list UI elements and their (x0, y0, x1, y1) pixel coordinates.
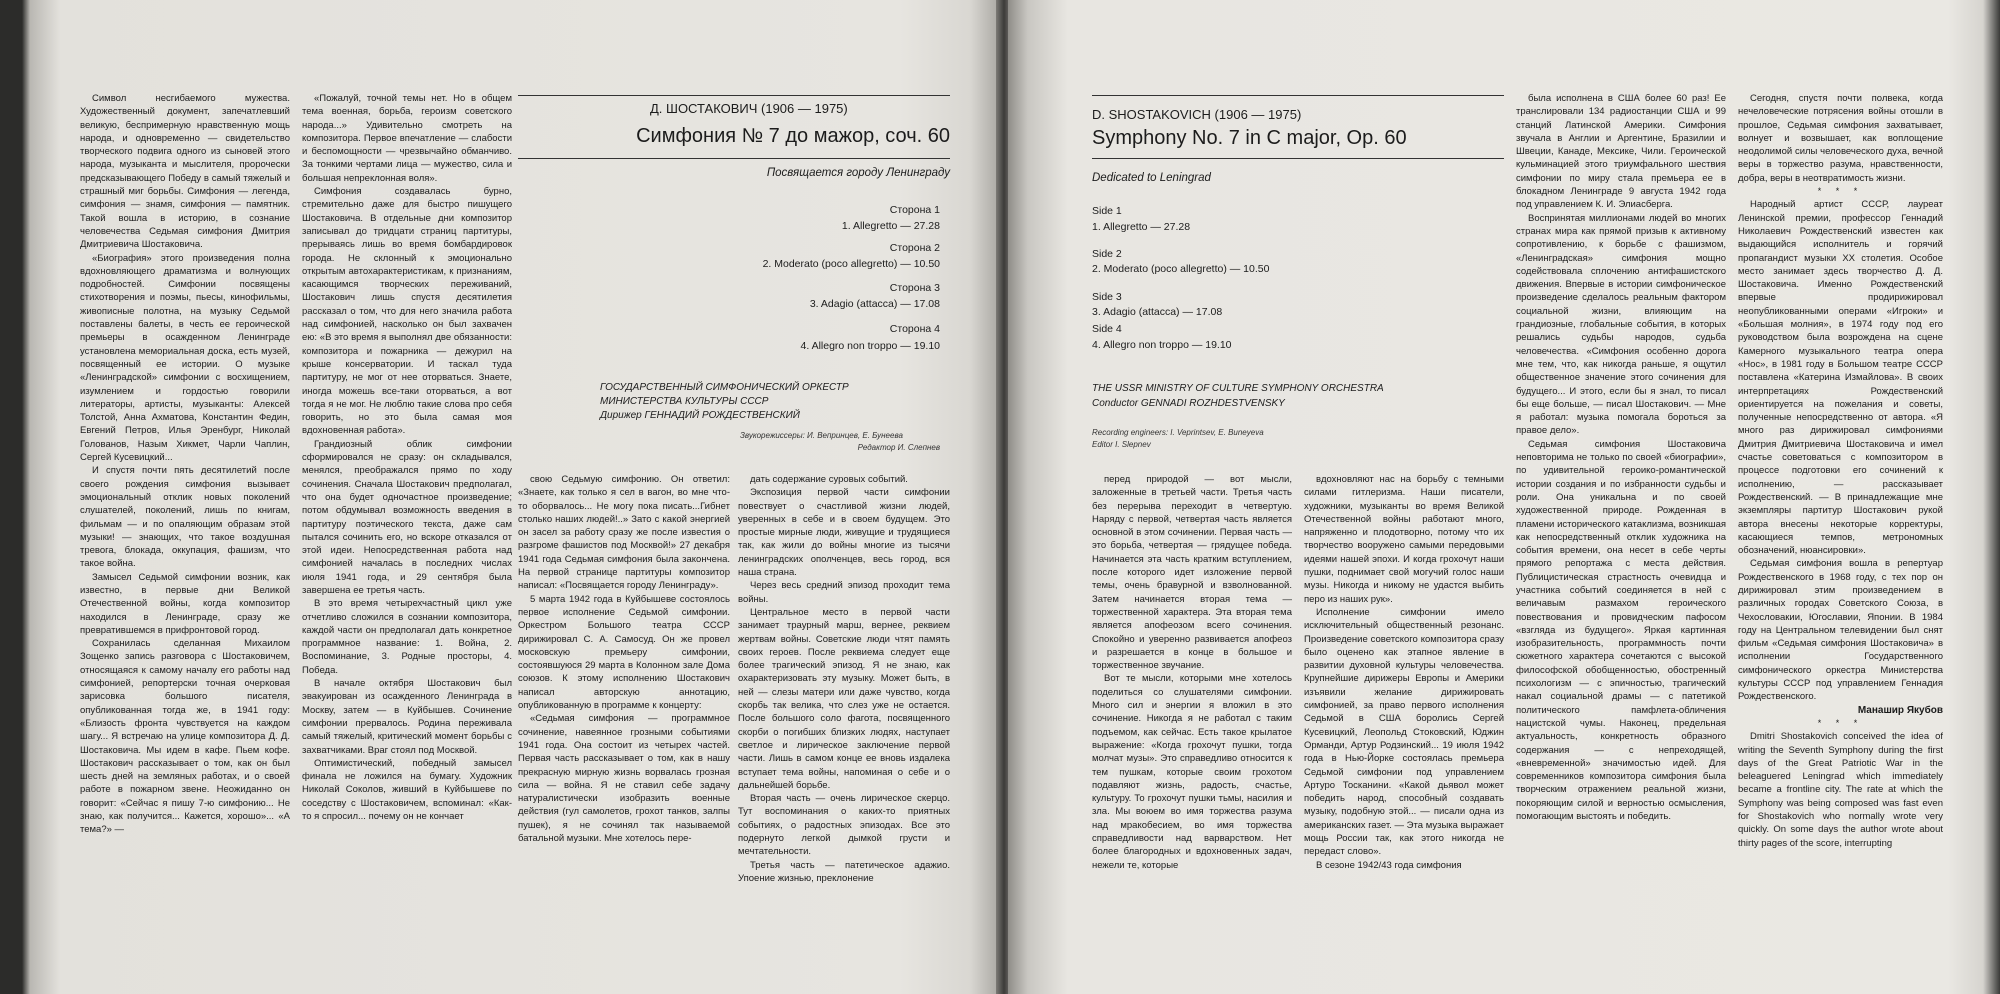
paragraph: Вторая часть — очень лирическое скерцо. Тут воспоминания о каких-то приятных событиях, о радостных эпизодах. Все это подернуто легкой дымкой грусти и мечтательности. (738, 793, 950, 858)
paragraph: дать содержание суровых событий. (750, 474, 908, 485)
side-label: Side 3 (1092, 291, 1122, 303)
paragraph: была исполнена в США более 60 раз! Ее транслировали 134 радиостанции США и 99 станций Латинской Америки. Симфония звучала в Англии и Аргентине, Бразилии и Швеции, Канаде, Мексике, Чили. Героической кульминацией этого триумфального шествия симфонии по миру стала премьера ее в блокадном Ленинграде 9 августа 1942 года под управлением К. И. Элиасберга. (1516, 93, 1726, 211)
left-column-1 (80, 92, 290, 982)
paragraph: Третья часть — патетическое адажио. Упоение жизнью, преклонение (738, 859, 950, 884)
paragraph: вдохновляют нас на борьбу с темными силами гитлеризма. Наши писатели, художники, музыканты во время Великой Отечественной войны работают много, напряженно и плодотворно, потому что их творчество вооружено самыми передовыми идеями нашей эпохи. И когда грохочут наши пушки, поднимает свой могучий голос наши музы. Никогда и никому не удастся выбить перо из наших рук». (1304, 474, 1504, 605)
track-item: 3. Adagio (attacca) — 17.08 (1092, 306, 1223, 318)
engineers-credit: Звукорежиссеры: И. Вепринцев, Е. Бунеева (740, 431, 903, 440)
header-rule-top (518, 95, 950, 96)
paragraph: Сегодня, спустя почти полвека, когда нечеловеческие потрясения войны отошли в прошлое, Седьмая симфония захватывает, волнует и возвышает, как воплощение неодолимой силы человеческого духа, вечной веры в торжество разума, нравственности, добра, веры в неотвратимость жизни. (1738, 93, 1943, 184)
right-page-english (1008, 0, 2000, 994)
paragraph: Dmitri Shostakovich conceived the idea of writing the Seventh Symphony during the first days of the Great Patriotic War in the beleaguered Leningrad which immediately became a frontline city. The rate at which the Symphony was being composed was fast even for Shostakovich who normally wrote very quickly. On some days the author wrote about thirty pages of the score, interrupting (1738, 731, 1943, 849)
dedication: Dedicated to Leningrad (1092, 172, 1211, 184)
paragraph: Вот те мысли, которыми мне хотелось поделиться со слушателями симфонии. Много сил и энергии я вложил в это сочинение. Никогда я не работал с таким подъемом, как сейчас. Есть такое крылатое выражение: «Когда грохочут пушки, тогда молчат музы». Это справедливо относится к тем пушкам, которые своим грохотом подавляют жизнь, радость, счастье, культуру. То грохочут пушки тьмы, насилия и зла. Мы воюем во имя торжества разума над мракобесием, во имя торжества справедливости над варварством. Нет более благородных и вдохновенных задач, нежели те, которые (1092, 673, 1292, 871)
author-heading: Д. ШОСТАКОВИЧ (1906 — 1975) (650, 101, 848, 116)
track-item: 2. Moderato (poco allegretto) — 10.50 (762, 258, 940, 270)
paragraph: Симфония создавалась бурно, стремительно даже для быстро пишущего Шостаковича. В отдельные дни композитор записывал до тридцати страниц партитуры, прерываясь лишь во время бомбардировок города. Не склонный к эмоционально открытым автохарактеристикам, к признаниям, касающимся творческих переживаний, Шостакович лишь спустя десятилетия рассказал о том, что для него значила работа над симфонией, насколько он был захвачен ею: «В это время я выполнял две обязанности: композитора и пожарника — дежурил на крыше консерватории. И таскал туда партитуру, не мог от нее оторваться. Знаете, иногда можешь все-таки оторваться, а вот тогда я не мог. Не люблю такие слова про себя говорить, но это была самая моя вдохновенная работа». (302, 186, 512, 437)
side-label: Сторона 2 (889, 242, 940, 254)
paragraph: «Седьмая симфония — программное сочинение, навеянное грозными событиями 1941 года. Она состоит из четырех частей. Первая часть рассказывает о том, как в нашу прекрасную мирную жизнь ворвалась грозная сила — война. Я не ставил себе задачу натуралистически изобразить военные действия (гул самолетов, грохот танков, залпы пушек), я не сочинял так называемой батальной музыки. Мне хотелось пере- (518, 713, 730, 845)
paragraph: В это время четырехчастный цикл уже отчетливо сложился в сознании композитора, каждой части он предполагал дать конкретное программное название: 1. Война, 2. Воспоминание, 3. Родные просторы, 4. Победа. (302, 598, 512, 676)
left-column-3 (518, 473, 730, 983)
engineers-credit: Recording engineers: I. Veprintsev, E. Buneyeva (1092, 428, 1264, 437)
orchestra-line-1: ГОСУДАРСТВЕННЫЙ СИМФОНИЧЕСКИЙ ОРКЕСТР (600, 382, 849, 393)
author-signature: Манашир Якубов (1857, 704, 1943, 716)
header-rule-top (1092, 95, 1504, 96)
paragraph: «Биография» этого произведения полна вдохновляющего драматизма и волнующих подробностей. Симфонии посвящены стихотворения и поэмы, пьесы, кинофильмы, живописные полотна, на музыку Седьмой поставлены балеты, в честь ее героической премьеры в осажденном Ленинграде установлена мемориальная доска, есть музей, посвященный ее истории. О музыке «Ленинградской» симфонии с восхищением, изумлением и гордостью говорили литераторы, артисты, музыканты: Алексей Толстой, Анна Ахматова, Константин Федин, Евгений Петров, Илья Эренбург, Николай Голованов, Назым Хикмет, Чарли Чаплин, Сергей Кусевицкий... (80, 252, 290, 464)
paragraph: Исполнение симфонии имело исключительный общественный резонанс. Произведение советского композитора сразу было оценено как этапное явление в развитии духовной культуры человечества. Крупнейшие дирижеры Европы и Америки изъявили желание дирижировать симфонией, за право первого исполнения Седьмой в США боролись Сергей Кусевицкий, Леопольд Стоковский, Юджин Орманди, Артур Родзинский... 19 июля 1942 года в Нью-Йорке состоялась премьера Седьмой симфонии под управлением Артуро Тосканини. «Какой дьявол может победить народ, способный создавать музыку, подобную этой... — писали одна из американских газет. — Эта музыка выражает мощь России так, как этого никогда не передаст слово». (1304, 606, 1504, 858)
paragraph: Воспринятая миллионами людей во многих странах мира как прямой призыв к активному сопротивлению, к борьбе с фашизмом, «Ленинградская» симфония мощно содействовала сплочению антифашистского движения. Впервые в истории симфоническое произведение сделалось реальным фактором социальной жизни, влияющим на грандиозные, глобальные события, в которых решались судьбы народов, судьба человечества. «Симфония особенно дорога мне тем, что, как никогда раньше, я ощутил общественное значение этого сочинения для будущего... И этого, если бы я знал, то писал бы еще больше, — писал Шостакович. — Мне я работал: музыка помогала бороться за правое дело». (1516, 212, 1726, 437)
track-item: 4. Allegro non troppo — 19.10 (1092, 339, 1232, 351)
editor-credit: Редактор И. Слепнев (857, 443, 940, 452)
paragraph: В сезоне 1942/43 года симфония (1316, 859, 1462, 871)
track-item: 3. Adagio (attacca) — 17.08 (809, 298, 940, 310)
paragraph: перед природой — вот мысли, заложенные в третьей части. Третья часть без перерыва переходит в четвертую. Наряду с первой, четвертая часть является основной в этом сочинении. Первая часть — это борьба, четвертая — грядущее победа. Начинается эта часть кратким вступлением, после которого идет изложение первой темы, очень бравурной и взволнованной. Затем начинается вторая тема — торжественной характера. Эта вторая тема является апофеозом всего сочинения. Спокойно и уверенно развивается апофеоз и разрешается в конце в большое и торжественное звучание. (1092, 474, 1292, 672)
conductor-credit: Conductor GENNADI ROZHDESTVENSKY (1092, 398, 1285, 409)
paragraph: Экспозиция первой части симфонии повествует о счастливой жизни людей, уверенных в себе и в своем будущем. Это простые мирные люди, живущие и трудящиеся так, как жили до войны многие из тысячи ленинградских ополченцев, весь город, вся наша страна. (738, 487, 950, 579)
author-heading: D. SHOSTAKOVICH (1906 — 1975) (1092, 107, 1302, 122)
symphony-title: Симфония № 7 до мажор, соч. 60 (636, 125, 950, 147)
right-column-3 (1516, 92, 1726, 982)
side-label: Сторона 3 (889, 282, 940, 294)
paragraph: Через весь средний эпизод проходит тема войны. (738, 580, 950, 605)
left-column-2 (302, 92, 512, 982)
side-label: Side 2 (1092, 248, 1122, 260)
orchestra-line-2: МИНИСТЕРСТВА КУЛЬТУРЫ СССР (600, 396, 769, 407)
paragraph: Центральное место в первой части занимает траурный марш, вернее, реквием жертвам войны. Советские люди чтят память своих героев. После реквиема следует еще более трагический эпизод. Я не знаю, как охарактеризовать эту музыку. Может быть, в ней — слезы матери или даже чувство, когда скорбь так велика, что слез уже не остается. После большого соло фагота, посвященного скорби о погибших близких людях, наступает светлое и лирическое заключение первой части. Лишь в самом конце ее вновь издалека вступает тема войны, напоминая о себе и о дальнейшей борьбе. (738, 606, 950, 791)
conductor-credit: Дирижер ГЕННАДИЙ РОЖДЕСТВЕНСКИЙ (600, 410, 800, 421)
side-label: Сторона 1 (889, 204, 940, 216)
left-column-4 (738, 473, 950, 983)
orchestra-credit: THE USSR MINISTRY OF CULTURE SYMPHONY ORCHESTRA (1092, 383, 1384, 394)
track-item: 1. Allegretto — 27.28 (841, 220, 940, 232)
header-rule-bottom (1092, 158, 1504, 159)
paragraph: И спустя почти пять десятилетий после своего рождения симфония вызывает эмоциональный отклик новых поколений слушателей, поколений, лишь по книгам, фильмам — и по опаляющим образам этой музыки! — знающих, что такое воздушная тревога, блокада, оккупация, фашизм, что такое война. (80, 465, 290, 570)
paragraph: Сохранилась сделанная Михаилом Зощенко запись разговора с Шостаковичем, относящаяся к самому началу его работы над симфонией, репортерски точная очерковая зарисовка большого писателя, опубликованная тогда же, в 1941 году: «Близость фронта чувствуется на каждом шагу... Я встречаю на улице композитора Д. Д. Шостаковича. Мы идем в кафе. Пьем кофе. Шостакович рассказывает о том, как он был шесть дней на земляных работах, и о своей работе в пожарном звене. Неожиданно он говорит: «Сейчас я пишу 7-ю симфонию... Не знаю, как получится... Кажется, хорошо»... «А тема?» — (80, 638, 290, 836)
side-label: Side 1 (1092, 205, 1122, 217)
paragraph: Народный артист СССР, лауреат Ленинской премии, профессор Геннадий Николаевич Рождественский известен как выдающийся исполнитель и горячий пропагандист музыки XX столетия. Особое место занимает здесь творчество Д. Д. Шостаковича. Именно Рождественский впервые продирижировал неопубликованными операми «Игроки» и «Большая молния», в 1974 году под его руководством была возрождена на сцене Камерного музыкального театра опера «Нос», в 1981 году в Большом театре СССР поставлена «Катерина Измайлова». В своих интерпретациях Рождественский ориентируется на пожелания и советы, полученные непосредственно от автора. «Я много раз дирижировал симфониями Дмитрия Дмитриевича Шостаковича и имел счастье советоваться с композитором в процессе подготовки его сочинений к исполнению, — рассказывает Рождественский. — В принадлежащие мне экземпляры партитур Шостакович рукой автора внесены некоторые корректуры, касающиеся темпов, метрономных обозначений, нюансировки». (1738, 199, 1943, 557)
paragraph: свою Седьмую симфонию. Он ответил: «Знаете, как только я сел в вагон, во мне что-то оборвалось... Не могу пока писать...Гибнет столько наших людей!..» Зато с какой энергией он засел за работу сразу же после известия о разгроме фашистов под Москвой!» 27 декабря 1941 года Седьмая симфония была закончена. На первой странице партитуры композитор написал: «Посвящается городу Ленинграду». (518, 474, 730, 592)
right-column-1 (1092, 473, 1292, 983)
paragraph: 5 марта 1942 года в Куйбышеве состоялось первое исполнение Седьмой симфонии. Оркестром Большого театра СССР дирижировал С. А. Самосуд. Он же провел московскую премьеру симфонии, состоявшуюся 29 марта в Колонном зале Дома союзов. К этому исполнению Шостакович написал авторскую аннотацию, опубликованную в программе к концерту: (518, 593, 730, 712)
dedication: Посвящается городу Ленинграду (766, 167, 950, 179)
header-rule-bottom (518, 158, 950, 159)
paragraph: Оптимистический, победный замысел финала не ложился на бумагу. Художник Николай Соколов, живший в Куйбышеве по соседству с Шостаковичем, вспоминал: «Как-то я спросил... почему он не кончает (302, 757, 512, 823)
track-item: 1. Allegretto — 27.28 (1092, 221, 1191, 233)
track-item: 2. Moderato (poco allegretto) — 10.50 (1092, 263, 1270, 275)
editor-credit: Editor I. Slepnev (1092, 440, 1151, 449)
right-column-2 (1304, 473, 1504, 983)
right-column-4 (1738, 92, 1943, 982)
paragraph: В начале октября Шостакович был эвакуирован из осажденного Ленинграда в Москву, затем — в Куйбышев. Сочинение симфонии прервалось. Родина переживала самый тяжелый, критический момент борьбы с захватчиками. Враг стоял под Москвой. (302, 678, 512, 756)
paragraph: Седьмая симфония Шостаковича неповторима не только по своей «биографии», по удивительной героико-романтической истории создания и по избранности судьбы и роли. Она уникальна и по своей художественной природе. Рожденная в пламени исторического катаклизма, возникшая как непосредственный отклик художника на события времени, она несет в себе черты прямого репортажа с места действия. Публицистическая страстность очевидца и участника событий соединяется в ней с величавым размахом героического повествования и провидческим пафосом «взгляда из будущего». Яркая картинная изобразительность, программность почти сюжетного характера сочетаются с высокой философской обобщенностью, обостренный психологизм — с эпичностью, трагический накал социальной драмы — с патетикой политического памфлета-обличения нацистской чумы. Наконец, предельная актуальность, конкретность образного содержания — с непреходящей, «вневременной» значимостью идей. Для современников композитора симфония была творческим отражением реальной жизни, покоряющим силой и верностью осмысления, помогающим выстоять и победить. (1516, 438, 1726, 823)
paragraph: Символ несгибаемого мужества. Художественный документ, запечатлевший великую, беспримерную нравственную мощь народа, и одновременно — свидетельство творческого подвига одного из сыновей этого народа, музыканта и мыслителя, пророчески предсказывающего Победу в самый тяжелый и страшный миг борьбы. Симфония — легенда, симфония — знамя, симфония — памятник. Такой вошла в историю, в сознание человечества Седьмая симфония Дмитрия Дмитриевича Шостаковича. (80, 93, 290, 251)
section-divider-stars: * * * (1817, 717, 1864, 728)
section-divider-stars: * * * (1817, 186, 1864, 197)
paragraph: Замысел Седьмой симфонии возник, как известно, в первые дни Великой Отечественной войны, когда композитор находился в Ленинграде, сразу же превратившемся в прифронтовой город. (80, 571, 290, 636)
paragraph: «Пожалуй, точной темы нет. Но в общем тема военная, борьба, героизм советского народа...» Удивительно смотреть на композитора. Первое впечатление — слабости и беспомощности — чрезвычайно обманчиво. За тонкими чертами лица — мужество, сила и большая непреклонная воля». (302, 93, 512, 184)
side-label: Side 4 (1092, 323, 1122, 335)
paragraph: Грандиозный облик симфонии сформировался не сразу: он складывался, менялся, преображался прямо по ходу сочинения. Сначала Шостакович предполагал, что она будет одночастное произведение; потом обдумывал возможность введения в партитуру поэтического текста, даже сам пытался сочинить его, но вскоре отказался от этой идеи. Непосредственная работа над симфонией началась в последних числах июля 1941 года, и 29 сентября была завершена ее третья часть. (302, 438, 512, 596)
paragraph: Седьмая симфония вошла в репертуар Рождественского в 1968 году, с тех пор он дирижировал этим произведением в различных городах Советского Союза, в Чехословакии, Югославии, Японии. В 1984 году на Центральном телевидении был снят фильм «Седьмая симфония Шостаковича» в исполнении Государственного симфонического оркестра Министерства культуры СССР под управлением Геннадия Рождественского. (1738, 558, 1943, 703)
track-item: 4. Allegro non troppo — 19.10 (800, 340, 940, 352)
symphony-title: Symphony No. 7 in C major, Op. 60 (1092, 127, 1407, 149)
side-label: Сторона 4 (889, 323, 940, 335)
